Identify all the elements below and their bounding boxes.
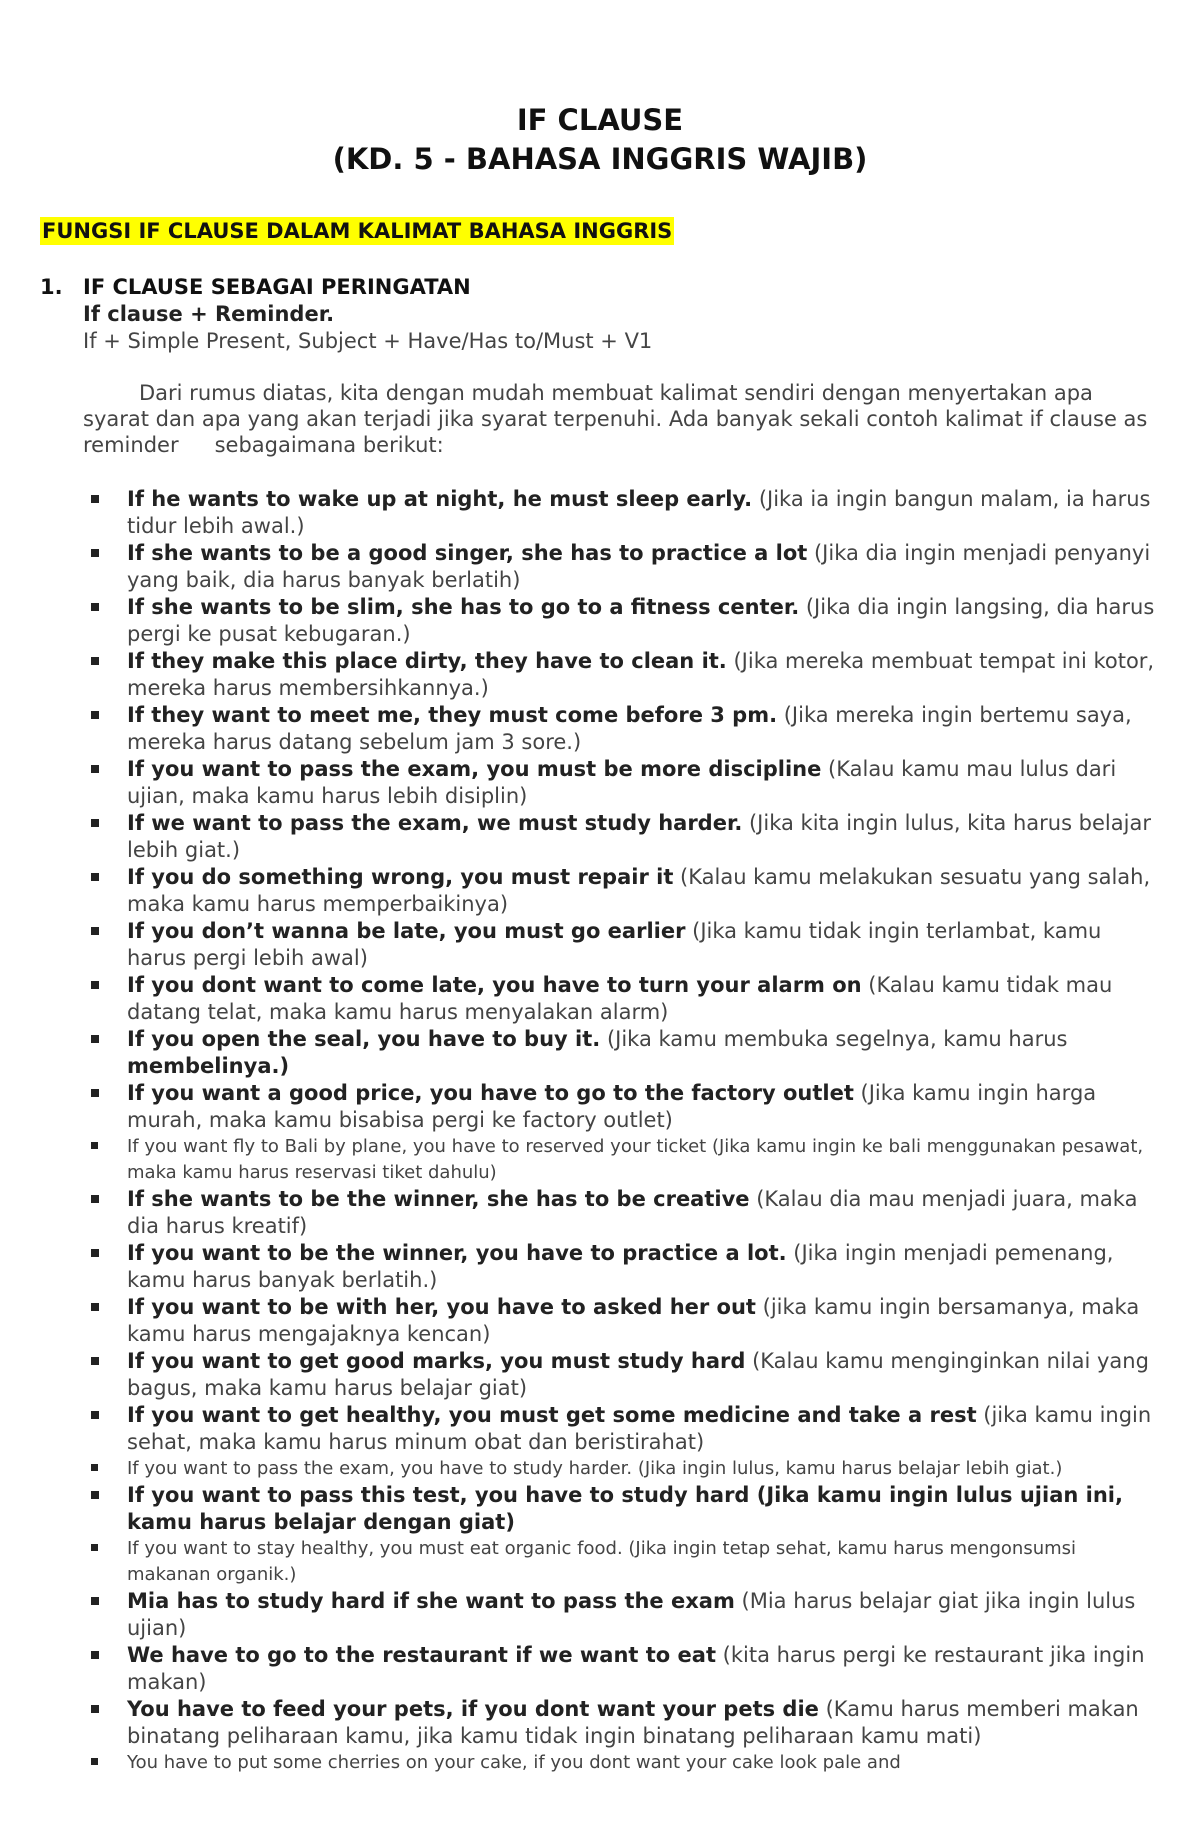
list-item	[83, 918, 1158, 972]
formula-heading: If clause + Reminder.	[83, 302, 335, 326]
list-item	[83, 1750, 1158, 1776]
example-translation: (Kalau kamu mau lulus dari ujian, maka kamu harus lebih disiplin)	[127, 757, 1117, 808]
example-sentence: If you dont want to come late, you have to turn your alarm on	[127, 973, 862, 997]
list-item	[83, 1080, 1158, 1134]
example-translation: (Kalau kamu tidak mau datang telat, maka kamu harus menyalakan alarm)	[127, 973, 1113, 1024]
example-translation: (jika kamu ingin bersamanya, maka kamu harus mengajaknya kencan)	[127, 1295, 1140, 1346]
example-translation: (Jika kamu tidak ingin terlambat, kamu harus pergi lebih awal)	[127, 919, 1102, 970]
example-translation: (Mia harus belajar giat jika ingin lulus ujian)	[127, 1589, 1136, 1640]
example-sentence: If she wants to be a good singer, she has to practice a lot	[127, 541, 808, 565]
list-item	[83, 1134, 1158, 1186]
list-item	[83, 486, 1158, 540]
example-sentence: If you want to pass this test, you have to study hard (Jika kamu ingin lulus ujian ini, kamu harus belajar dengan giat)	[127, 1483, 1123, 1534]
example-translation: (kita harus pergi ke restaurant jika ingin makan)	[127, 1643, 1145, 1694]
example-text: If you want to pass the exam, you have to study harder. (Jika ingin lulus, kamu harus belajar lebih giat.)	[127, 1458, 1063, 1479]
example-translation: (jika kamu ingin sehat, maka kamu harus minum obat dan beristirahat)	[127, 1403, 1152, 1454]
list-item	[83, 1696, 1158, 1750]
example-translation: (Jika dia ingin langsing, dia harus pergi ke pusat kebugaran.)	[127, 595, 1155, 646]
example-translation: (Kalau kamu melakukan sesuatu yang salah, maka kamu harus memperbaikinya)	[127, 865, 1151, 916]
example-list	[83, 486, 1158, 1776]
example-translation: (Jika ia ingin bangun malam, ia harus tidur lebih awal.)	[127, 487, 1151, 538]
section-number: 1.	[40, 275, 63, 299]
example-sentence: If she wants to be the winner, she has to be creative	[127, 1187, 750, 1211]
highlighted-heading: FUNGSI IF CLAUSE DALAM KALIMAT BAHASA INGGRIS	[42, 219, 673, 243]
list-item	[83, 1642, 1158, 1696]
example-sentence: If he wants to wake up at night, he must sleep early.	[127, 487, 753, 511]
example-translation: (Jika mereka ingin bertemu saya, mereka harus datang sebelum jam 3 sore.)	[127, 703, 1132, 754]
example-sentence: If you open the seal, you have to buy it.	[127, 1027, 601, 1051]
list-item	[83, 1588, 1158, 1642]
example-text: You have to put some cherries on your cake, if you dont want your cake look pale and	[127, 1752, 901, 1773]
example-sentence: If they want to meet me, they must come before 3 pm.	[127, 703, 778, 727]
example-sentence: If you do something wrong, you must repair it	[127, 865, 674, 889]
example-sentence: If you want to get good marks, you must study hard	[127, 1349, 746, 1373]
list-item	[83, 810, 1158, 864]
list-item	[83, 1186, 1158, 1240]
example-text: If you want fly to Bali by plane, you have to reserved your ticket (Jika kamu ingin ke bali menggunakan pesawat, maka kamu harus reservasi tiket dahulu)	[127, 1136, 1144, 1183]
example-sentence: If we want to pass the exam, we must study harder.	[127, 811, 743, 835]
example-sentence: If she wants to be slim, she has to go to a fitness center.	[127, 595, 800, 619]
intro-paragraph-text: Dari rumus diatas, kita dengan mudah membuat kalimat sendiri dengan menyertakan apa syarat dan apa yang akan terjadi jika syarat terpenuhi. Ada banyak sekali contoh kalimat if clause as reminder	[83, 381, 1148, 457]
section-title: IF CLAUSE SEBAGAI PERINGATAN	[83, 275, 471, 299]
example-sentence: You have to feed your pets, if you dont want your pets die	[127, 1697, 819, 1721]
page-subtitle: (KD. 5 - BAHASA INGGRIS WAJIB)	[332, 142, 868, 176]
example-translation: (Kalau dia mau menjadi juara, maka dia harus kreatif)	[127, 1187, 1138, 1238]
example-sentence: Mia has to study hard if she want to pass the exam	[127, 1589, 735, 1613]
example-sentence: If you don’t wanna be late, you must go earlier	[127, 919, 686, 943]
example-sentence: If you want to be with her, you have to asked her out	[127, 1295, 756, 1319]
page-title: IF CLAUSE	[516, 103, 684, 137]
list-item	[83, 1026, 1158, 1080]
example-sentence: If they make this place dirty, they have to clean it.	[127, 649, 727, 673]
intro-paragraph	[83, 380, 1150, 458]
list-item	[83, 540, 1158, 594]
example-text: If you want to stay healthy, you must eat organic food. (Jika ingin tetap sehat, kamu harus mengonsumsi makanan organik.)	[127, 1538, 1077, 1585]
list-item	[83, 1456, 1158, 1482]
example-translation-bold: membelinya.)	[127, 1054, 290, 1078]
example-translation: (Jika ingin menjadi pemenang, kamu harus banyak berlatih.)	[127, 1241, 1114, 1292]
example-translation: (Jika mereka membuat tempat ini kotor, mereka harus membersihkannya.)	[127, 649, 1155, 700]
example-sentence: We have to go to the restaurant if we want to eat	[127, 1643, 716, 1667]
example-sentence: If you want to pass the exam, you must be more discipline	[127, 757, 822, 781]
example-translation: (Jika kamu membuka segelnya, kamu harus	[600, 1027, 1068, 1051]
example-sentence: If you want to get healthy, you must get some medicine and take a rest	[127, 1403, 977, 1427]
list-item	[83, 1482, 1158, 1536]
intro-paragraph-end: sebagaimana berikut:	[214, 433, 444, 457]
example-translation: (Jika dia ingin menjadi penyanyi yang baik, dia harus banyak berlatih)	[127, 541, 1151, 592]
example-translation: (Kamu harus memberi makan binatang peliharaan kamu, jika kamu tidak ingin binatang peliharaan kamu mati)	[127, 1697, 1139, 1748]
list-item	[83, 1348, 1158, 1402]
example-sentence: If you want a good price, you have to go to the factory outlet	[127, 1081, 854, 1105]
example-translation: (Jika kita ingin lulus, kita harus belajar lebih giat.)	[127, 811, 1151, 862]
example-sentence: If you want to be the winner, you have to practice a lot.	[127, 1241, 787, 1265]
list-item	[83, 1294, 1158, 1348]
list-item	[83, 648, 1158, 702]
list-item	[83, 864, 1158, 918]
list-item	[83, 972, 1158, 1026]
formula: If + Simple Present, Subject + Have/Has to/Must + V1	[83, 329, 653, 353]
list-item	[83, 756, 1158, 810]
list-item	[83, 702, 1158, 756]
list-item	[83, 1402, 1158, 1456]
example-translation: (Jika kamu ingin harga murah, maka kamu bisabisa pergi ke factory outlet)	[127, 1081, 1097, 1132]
example-translation: (Kalau kamu menginginkan nilai yang bagus, maka kamu harus belajar giat)	[127, 1349, 1149, 1400]
list-item	[83, 1240, 1158, 1294]
list-item	[83, 1536, 1158, 1588]
list-item	[83, 594, 1158, 648]
